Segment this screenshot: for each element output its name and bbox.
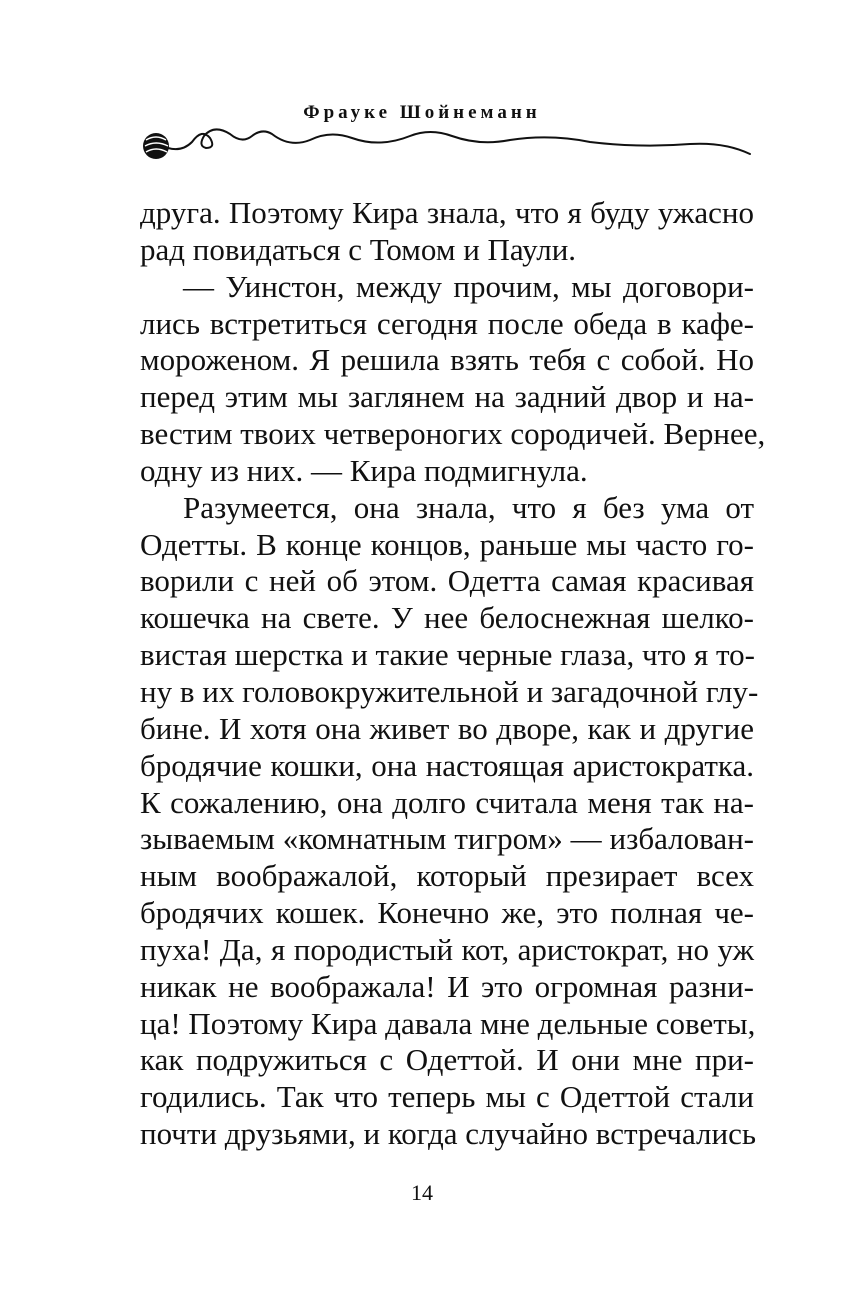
text-line: друга. Поэтому Кира знала, что я буду ужасно: [140, 195, 754, 230]
text-line: перед этим мы заглянем на задний двор и на-: [140, 379, 754, 415]
text-line: годились. Так что теперь мы с Одеттой стали: [140, 1079, 754, 1115]
text-line: ным воображалой, который презирает всех: [140, 858, 754, 894]
text-line: пуха! Да, я породистый кот, аристократ, но уж: [140, 931, 754, 967]
text-line: ца! Поэтому Кира давала мне дельные советы,: [140, 1005, 756, 1041]
text-line: как подружиться с Одеттой. И они мне при-: [140, 1042, 754, 1078]
text-line: Разумеется, она знала, что я без ума от: [183, 489, 754, 525]
text-line: никак не воображала! И это огромная разни-: [140, 968, 754, 1004]
text-line: кошечка на свете. У нее белоснежная шелко-: [140, 600, 754, 636]
text-line: вистая шерстка и такие черные глаза, что я то-: [140, 637, 756, 673]
text-line: вестим твоих четвероногих сородичей. Вернее,: [140, 416, 766, 452]
running-header-author: Фрауке Шойнеманн: [303, 102, 541, 123]
text-line: — Уинстон, между прочим, мы договори-: [183, 268, 754, 304]
text-line: ну в их головокружительной и загадочной глу-: [140, 673, 759, 709]
text-line: бродячие кошки, она настоящая аристократка.: [140, 747, 754, 783]
text-line: почти друзьями, и когда случайно встречались: [140, 1116, 756, 1152]
text-line: одну из них. — Кира подмигнула.: [140, 452, 588, 488]
text-line: бродячих кошек. Конечно же, это полная че-: [140, 895, 754, 931]
text-line: Одетты. В конце концов, раньше мы часто го-: [140, 526, 754, 562]
text-line: рад повидаться с Томом и Паули.: [140, 231, 577, 267]
text-line: мороженом. Я решила взять тебя с собой. Но: [140, 342, 754, 378]
page-number: 14: [411, 1180, 433, 1205]
text-line: бине. И хотя она живет во дворе, как и другие: [140, 710, 754, 746]
text-line: ворили с ней об этом. Одетта самая красивая: [140, 563, 754, 599]
text-line: зываемым «комнатным тигром» — избалован-: [140, 821, 754, 857]
text-line: лись встретиться сегодня после обеда в кафе-: [140, 305, 754, 341]
body-text: [140, 195, 766, 1153]
yarn-ball-icon: [130, 118, 755, 170]
text-line: К сожалению, она долго считала меня так на-: [140, 784, 754, 820]
